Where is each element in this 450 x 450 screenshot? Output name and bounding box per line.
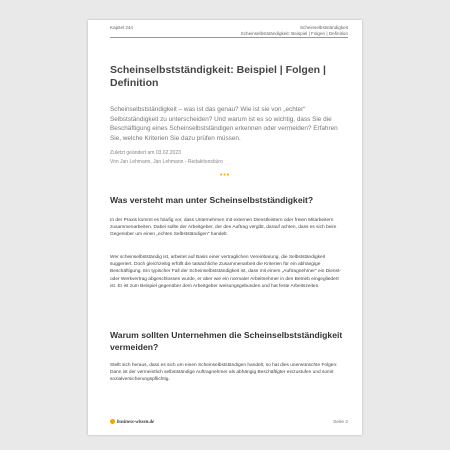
article-intro: Scheinselbstständigkeit – was ist das genau? Wie ist sie von „echter“ Selbstständigkeit zu unterscheiden? Und warum ist es so wichtig, dass Sie die Beschäftigung eines Scheinselbstständigen erkennen oder vermeiden? Erfahren Sie, welche Kriterien Sie dazu prüfen müssen.: [110, 106, 338, 142]
updated-date: Zuletzt geändert am 03.02.2023: [110, 150, 181, 156]
document-page: [88, 20, 362, 435]
header-divider: [110, 37, 348, 38]
logo-dot-icon: [110, 419, 115, 424]
article-title: Scheinselbstständigkeit: Beispiel | Folgen | Definition: [110, 64, 326, 89]
logo-text: business-wissen.de: [117, 420, 155, 425]
section-heading: Was versteht man unter Scheinselbstständigkeit?: [110, 195, 314, 205]
section-heading: Warum sollten Unternehmen die Scheinselbstständigkeit vermeiden?: [110, 330, 343, 352]
section-separator: •••: [219, 172, 231, 179]
section-paragraph: In der Praxis kommt es häufig vor, dass Unternehmen mit externen Dienstleistern oder freien Mitarbeitern zusammenarbeiten. Dabei sollte der Arbeitgeber, der den Auftrag vergibt, darauf achten, dass es sich beim Gegenüber um einen „echten Selbstständigen“ handelt.: [110, 218, 337, 238]
chapter-label: Kapitel 244: [110, 25, 133, 30]
section-paragraph: Stellt sich heraus, dass es sich um einen Scheinselbstständigen handelt, so hat dies unerwünschte Folgen: Dann ist der vermeintlich selbstständige Auftragnehmer als abhängig Beschäftigter einzustufen und somit sozialversicherungspflichtig.: [110, 363, 338, 383]
brand-logo: [110, 419, 154, 425]
running-header-title: Scheinselbstständigkeit: [299, 25, 348, 30]
section-paragraph: Wer scheinselbstständig ist, arbeitet auf Basis einer vertraglichen Vereinbarung, die Selbstständigkeit suggeriert. Doch gleichzeitig erfüllt die tatsächliche Zusammenarbeit die Kriterien für ein abhängige Beschäftigung. Ein typischer Fall der Scheinselbstständigkeit ist, dass mit einem „Auftragnehmer“ ein Dienst- oder Werkvertrag abgeschlossen wurde, er aber wie ein normaler Arbeitnehmer in den Betrieb eingegliedert ist. Er ist zum Beispiel gegenüber dem Arbeitgeber weisungsgebunden und hat feste Arbeitszeiten.: [110, 255, 341, 289]
author-line: Von Jan Lehmann, Jan Lehmann - Redaktionsbüro: [110, 159, 223, 165]
running-header-subtitle: Scheinselbstständigkeit: Beispiel | Folgen | Definition: [240, 31, 348, 36]
page-number: Seite 2: [333, 420, 348, 425]
running-header: [241, 25, 348, 37]
